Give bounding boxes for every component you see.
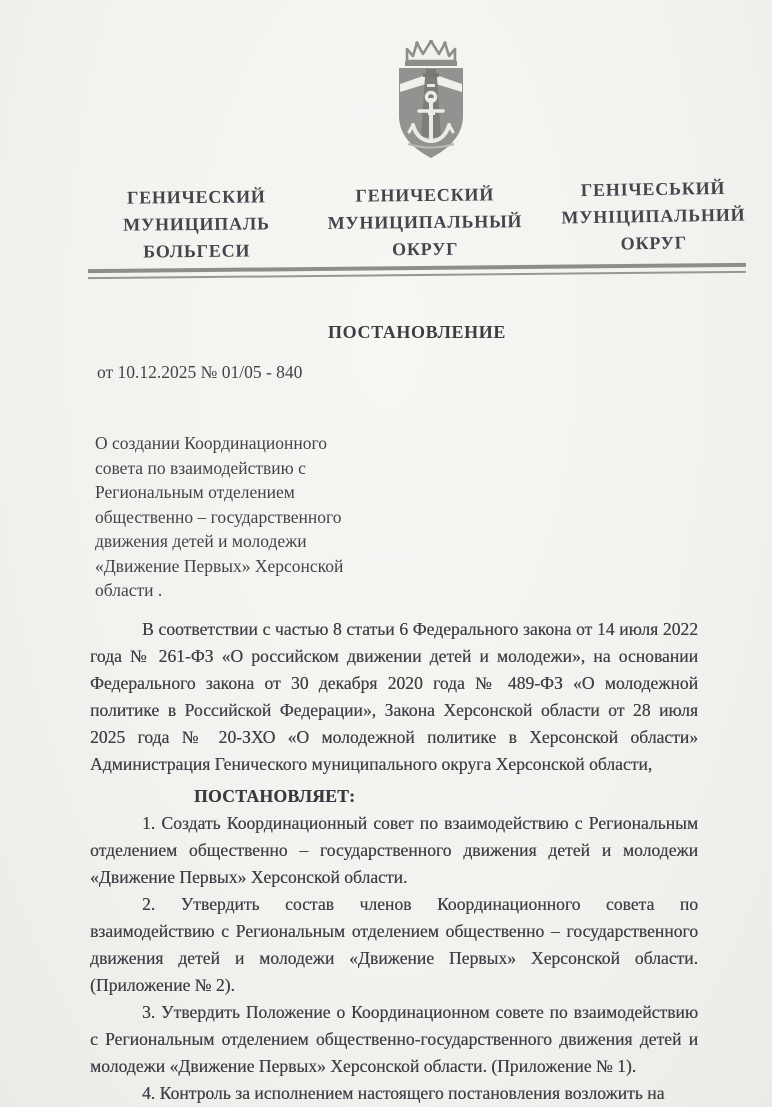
coat-of-arms-graphic [386, 40, 476, 162]
decree-item-1: 1. Создать Координационный совет по взаимодействию с Региональным отделением общественно – государственного движения детей и молодежи «Движение Первых» Херсонской области. [90, 813, 698, 887]
org-line: БОЛЬГЕСИ [143, 240, 251, 262]
subject-line: совета по взаимодействию с [95, 457, 306, 478]
org-line: ГЕНИЧЕСКИЙ [126, 186, 266, 208]
org-name-crimean-tatar [84, 183, 310, 266]
subject-block [95, 431, 425, 603]
org-line: ОКРУГ [620, 232, 688, 254]
subject-line: «Движение Первых» Херсонской [95, 555, 344, 576]
document-body [90, 616, 698, 1107]
intro-paragraph: В соответствии с частью 8 статьи 6 Федерального закона от 14 июля 2022 года № 261-ФЗ «О российском движении детей и молодежи», на основании Федерального закона от 30 декабря 2020 года № 489-ФЗ «О молодежной политике в Российской Федерации», Закона Херсонской области от 28 июля 2025 года № 20-ЗХО «О молодежной политике в Херсонской области» Администрация Генического муниципального округа Херсонской области, [90, 619, 698, 774]
resolves-label: ПОСТАНОВЛЯЕТ: [194, 786, 356, 806]
org-name-ukrainian [540, 174, 766, 259]
org-line: ГЕНІЧЕСЬКИЙ [580, 177, 726, 201]
subject-line: общественно – государственного [95, 506, 342, 527]
date-and-number-line: от 10.12.2025 № 01/05 - 840 [97, 362, 303, 382]
org-line: МУНІЦИПАЛЬНИЙ [561, 204, 746, 228]
header-divider [88, 263, 746, 279]
crown-icon [405, 40, 457, 66]
subject-line: Региональным отделением [95, 482, 295, 502]
coat-of-arms [386, 40, 476, 162]
subject-line: О создании Координационного [95, 433, 327, 453]
subject-line: области . [95, 580, 163, 600]
org-name-russian [312, 181, 538, 264]
org-name-header [84, 179, 767, 266]
org-line: МУНИЦИПАЛЬНЫЙ [327, 211, 523, 233]
decree-item-4: 4. Контроль за исполнением настоящего постановления возложить на [142, 1083, 665, 1103]
org-line: ГЕНИЧЕСКИЙ [355, 184, 495, 206]
decree-item-2: 2. Утвердить состав членов Координационного совета по взаимодействию с Региональным отделением общественно – государственного движения детей и молодежи «Движение Первых» Херсонской области. (Приложение № 2). [90, 894, 698, 995]
decree-item-3: 3. Утвердить Положение о Координационном совете по взаимодействию с Региональным отделением общественно-государственного движения детей и молодежи «Движение Первых» Херсонской области. (Приложение № 1). [90, 1002, 698, 1076]
org-line: ОКРУГ [392, 238, 459, 260]
subject-line: движения детей и молодежи [95, 531, 307, 551]
document-title: ПОСТАНОВЛЕНИЕ [328, 322, 506, 342]
org-line: МУНИЦИПАЛЬ [123, 213, 270, 235]
